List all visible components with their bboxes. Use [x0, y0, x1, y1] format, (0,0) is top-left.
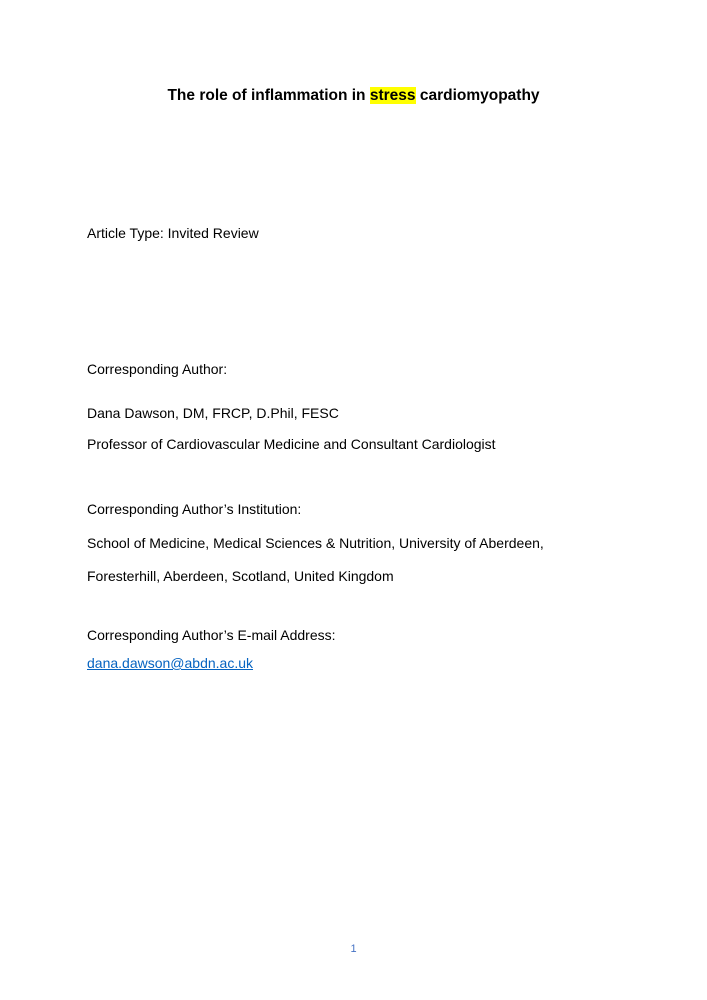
author-name: Dana Dawson, DM, FRCP, D.Phil, FESC	[87, 405, 339, 421]
title-text-before: The role of inflammation in	[167, 87, 370, 104]
article-type: Article Type: Invited Review	[87, 225, 259, 241]
email-link[interactable]: dana.dawson@abdn.ac.uk	[87, 655, 253, 671]
document-title	[0, 86, 707, 106]
institution-line-2: Foresterhill, Aberdeen, Scotland, United Kingdom	[87, 568, 394, 584]
institution-line-1: School of Medicine, Medical Sciences & Nutrition, University of Aberdeen,	[87, 535, 544, 551]
email-link-row	[87, 654, 253, 672]
title-highlighted-word: stress	[369, 87, 416, 104]
author-position: Professor of Cardiovascular Medicine and Consultant Cardiologist	[87, 436, 496, 452]
institution-heading: Corresponding Author’s Institution:	[87, 501, 302, 517]
title-text-after: cardiomyopathy	[415, 87, 540, 104]
page-number: 1	[350, 943, 357, 955]
email-heading: Corresponding Author’s E-mail Address:	[87, 627, 336, 643]
corresponding-author-heading: Corresponding Author:	[87, 361, 228, 377]
